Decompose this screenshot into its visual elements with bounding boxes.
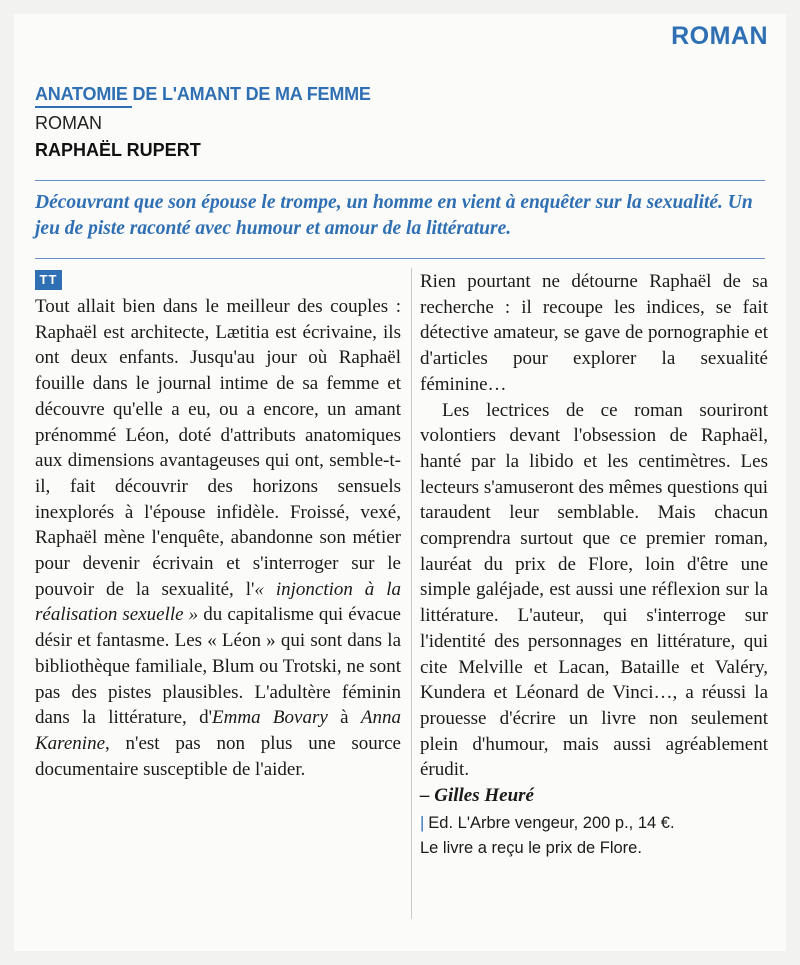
column-divider bbox=[411, 268, 412, 919]
article-paragraph: Les lectrices de ce roman souriront volontiers devant l'obsession de Raphaël, hanté par la libido et les centimètres. Les lecteurs s'amuseront des mêmes questions qui taraudent leur semblable. Mais chacun comprendra surtout que ce premier roman, lauréat du prix de Flore, loin d'être une simple galéjade, est aussi une réflexion sur la littérature. L'auteur, qui s'interroge sur l'identité des personnages en littérature, qui cite Melville et Lacan, Bataille et Valéry, Kundera et Léonard de Vinci…, a réussi la prouesse d'écrire un livre non seulement plein d'humour, mais aussi agréablement érudit. bbox=[420, 399, 768, 781]
article-column-right bbox=[420, 269, 768, 861]
text-run: du capitalisme qui évacue désir et fantasme. Les « Léon » qui sont dans la bibliothèque familiale, Blum ou Trotski, ne sont pas des pistes plausibles. L'adultère féminin dans la littérature, d' bbox=[35, 604, 401, 729]
book-reference: Anna Karenine bbox=[35, 707, 401, 754]
publication-info bbox=[420, 811, 768, 861]
publication-details: Ed. L'Arbre vengeur, 200 p., 14 €. bbox=[428, 813, 675, 832]
text-run: , n'est pas non plus une source documentaire susceptible de l'aider. bbox=[35, 732, 401, 780]
book-genre: ROMAN bbox=[35, 113, 102, 133]
article-paragraph: Rien pourtant ne détourne Raphaël de sa recherche : il recoupe les indices, se fait détective amateur, se gave de pornographie et d'articles pour explorer la sexualité féminine… bbox=[420, 271, 768, 395]
book-title-rest: DE L'AMANT DE MA FEMME bbox=[127, 84, 371, 104]
book-reference: Emma Bovary bbox=[212, 707, 328, 729]
text-run: Tout allait bien dans le meilleur des couples : Raphaël est architecte, Lætitia est écrivaine, ils ont deux enfants. Jusqu'au jour où Raphaël fouille dans le journal intime de sa femme et découvre qu'elle a eu, ou a encore, un amant prénommé Léon, doté d'attributs anatomiques aux dimensions avantageuses qui ont, semble-t-il, fait découvrir des horizons sensuels inexplorés à l'épouse infidèle. Froissé, vexé, Raphaël mène l'enquête, abandonne son métier pour devenir écrivain et s'interroger sur le pouvoir de la sexualité, l' bbox=[35, 296, 401, 600]
chapo-bottom-rule bbox=[35, 258, 765, 259]
section-label: ROMAN bbox=[671, 22, 768, 50]
article-column-left bbox=[35, 294, 401, 782]
book-title bbox=[35, 84, 371, 105]
rating-badge: TT bbox=[35, 270, 62, 290]
book-author: RAPHAËL RUPERT bbox=[35, 140, 201, 160]
publication-bar: | bbox=[420, 813, 425, 832]
text-run: à bbox=[327, 707, 361, 729]
chapo-top-rule bbox=[35, 180, 765, 181]
article-paragraph bbox=[35, 294, 401, 782]
chapo-text: Découvrant que son épouse le trompe, un homme en vient à enquêter sur la sexualité. Un jeu de piste raconté avec humour et amour de la littérature. bbox=[35, 192, 753, 239]
book-title-first-word: ANATOMIE bbox=[35, 84, 128, 104]
quote-run: « injonction à la réalisation sexuelle » bbox=[35, 578, 402, 626]
title-underline bbox=[35, 106, 132, 108]
signature: – Gilles Heuré bbox=[420, 785, 534, 807]
publication-award: Le livre a reçu le prix de Flore. bbox=[420, 838, 642, 857]
